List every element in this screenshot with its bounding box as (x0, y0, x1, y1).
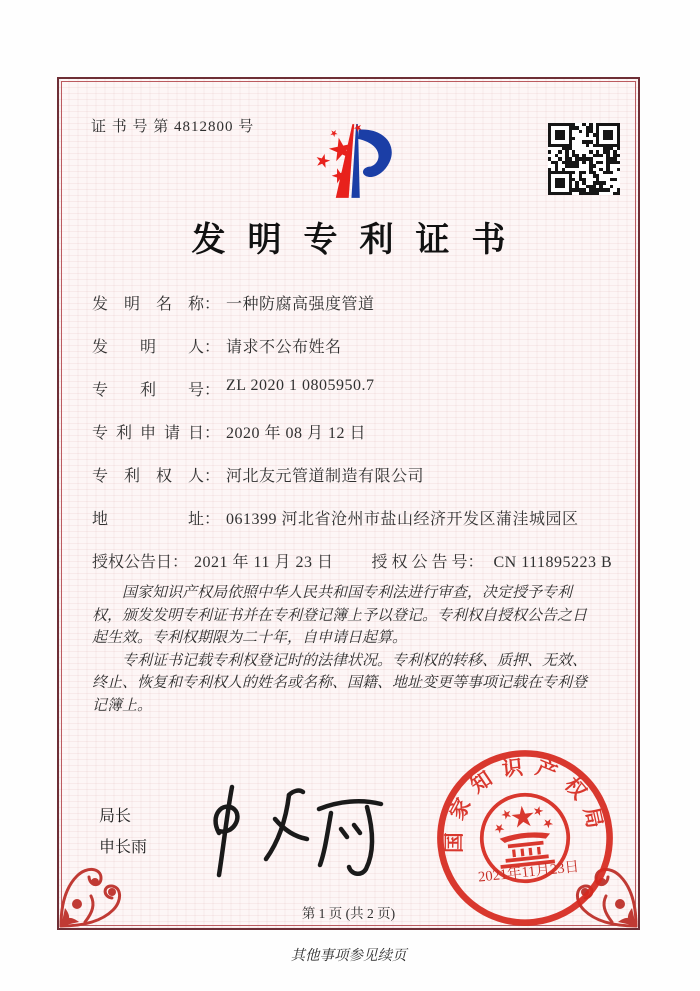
signature-image (189, 779, 399, 889)
certificate-title: 发明专利证书 (191, 222, 528, 259)
seal-date: 2021年11月23日 (477, 859, 580, 886)
field-value: 一种防腐高强度管道 (226, 296, 375, 313)
page-number: 第 1 页 (共 2 页) (301, 906, 396, 921)
colon: ： (204, 382, 221, 399)
grant-number-pair (371, 549, 612, 572)
signer-block (99, 801, 147, 863)
certificate-frame (57, 77, 640, 930)
certificate-number: 证 书 号 第 4812800 号 (91, 119, 255, 135)
colon: ： (204, 425, 221, 442)
legal-paragraph-1: 国家知识产权局依照中华人民共和国专利法进行审查，决定授予专利权，颁发发明专利证书并在专利登记簿上予以登记。专利权自授权公告之日起生效。专利权期限为二十年，自申请日起算。 (92, 585, 588, 646)
colon: ： (467, 554, 484, 571)
field-label: 发明人 (92, 339, 204, 356)
colon: ： (172, 554, 189, 571)
field-row-patent-number (92, 377, 600, 420)
field-label: 专利申请日 (92, 425, 204, 442)
field-label: 授权公告日 (92, 554, 173, 571)
field-value: ZL 2020 1 0805950.7 (226, 377, 375, 394)
cnipa-logo-icon (297, 117, 417, 205)
field-value: 061399 河北省沧州市盐山经济开发区蒲洼城园区 (226, 511, 579, 528)
field-value: 2020 年 08 月 12 日 (226, 425, 367, 442)
colon: ： (204, 339, 221, 356)
colon: ： (204, 468, 221, 485)
field-value: 请求不公布姓名 (226, 339, 342, 356)
field-row-invention-name (92, 291, 600, 334)
fields-section (92, 291, 613, 592)
field-value: 河北友元管道制造有限公司 (226, 468, 425, 485)
field-label: 发明名称 (92, 296, 204, 313)
qr-code (548, 123, 620, 195)
field-row-inventor (92, 334, 600, 377)
field-label: 授权公告号 (371, 554, 468, 571)
legal-text (92, 582, 598, 717)
colon: ： (204, 511, 221, 528)
field-row-patentee (92, 463, 600, 506)
signer-title: 局长 (99, 808, 132, 825)
legal-paragraph-2: 专利证书记载专利权登记时的法律状况。专利权的转移、质押、无效、终止、恢复和专利权人的姓名或名称、国籍、地址变更等事项记载在专利登记簿上。 (92, 652, 588, 714)
seal-ring-text: 国家知识产权局 (443, 755, 608, 854)
colon: ： (204, 296, 221, 313)
field-value: CN 111895223 B (493, 554, 613, 571)
field-row-filing-date (92, 420, 600, 463)
field-label: 地址 (92, 511, 204, 528)
field-value: 2021 年 11 月 23 日 (194, 554, 334, 571)
field-label: 专利号 (92, 382, 204, 399)
continuation-note: 其他事项参见续页 (290, 948, 407, 964)
field-row-address (92, 506, 600, 549)
signer-name: 申长雨 (99, 839, 148, 856)
svg-text:国家知识产权局 (434, 748, 609, 856)
field-label: 专利权人 (92, 468, 204, 485)
